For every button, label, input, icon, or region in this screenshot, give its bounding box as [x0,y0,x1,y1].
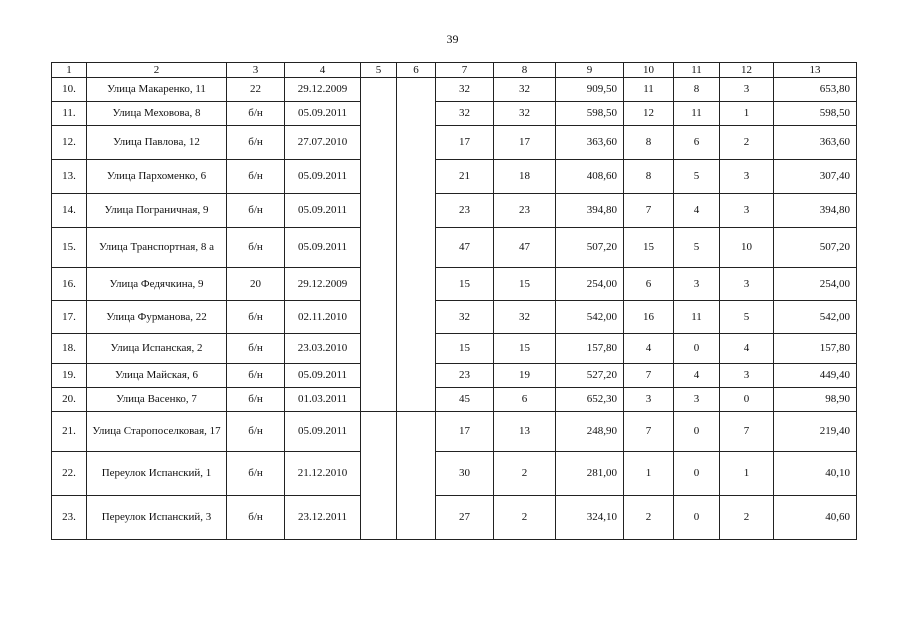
address-cell: Переулок Испанский, 3 [87,496,227,540]
col8-cell: 15 [494,334,556,364]
area-cell: 527,20 [556,364,624,388]
table-row [52,268,857,301]
address-cell: Улица Майская, 6 [87,364,227,388]
col10-cell: 1 [624,452,674,496]
row-number-cell: 11. [52,102,87,126]
date-cell: 05.09.2011 [285,364,361,388]
col7-cell: 45 [436,388,494,412]
area-cell: 394,80 [556,194,624,228]
area-cell: 281,00 [556,452,624,496]
house-number-cell: б/н [227,194,285,228]
col5-cell [361,126,397,160]
col8-cell: 2 [494,452,556,496]
col5-cell [361,102,397,126]
col11-cell: 4 [674,364,720,388]
col7-cell: 15 [436,268,494,301]
table-row [52,78,857,102]
house-number-cell: 22 [227,78,285,102]
date-cell: 23.03.2010 [285,334,361,364]
col11-cell: 8 [674,78,720,102]
col12-cell: 7 [720,412,774,452]
table-row [52,102,857,126]
col7-cell: 17 [436,412,494,452]
col5-cell [361,334,397,364]
table-row [52,301,857,334]
col5-cell [361,388,397,412]
table-row [52,364,857,388]
col8-cell: 6 [494,388,556,412]
col6-cell [397,102,436,126]
col12-cell: 3 [720,194,774,228]
date-cell: 21.12.2010 [285,452,361,496]
col8-cell: 19 [494,364,556,388]
area-cell: 652,30 [556,388,624,412]
col11-cell: 11 [674,301,720,334]
col8-cell: 32 [494,78,556,102]
address-cell: Улица Макаренко, 11 [87,78,227,102]
col12-cell: 2 [720,496,774,540]
area-cell: 408,60 [556,160,624,194]
area-cell: 157,80 [556,334,624,364]
col11-cell: 0 [674,412,720,452]
column-header: 11 [674,63,720,78]
col5-cell [361,268,397,301]
col8-cell: 18 [494,160,556,194]
col11-cell: 3 [674,268,720,301]
house-number-cell: б/н [227,160,285,194]
area-total-cell: 542,00 [774,301,857,334]
col12-cell: 5 [720,301,774,334]
area-total-cell: 157,80 [774,334,857,364]
table-row [52,160,857,194]
col5-cell [361,496,397,540]
house-number-cell: 20 [227,268,285,301]
col6-cell [397,194,436,228]
col10-cell: 2 [624,496,674,540]
area-total-cell: 98,90 [774,388,857,412]
col8-cell: 23 [494,194,556,228]
col7-cell: 47 [436,228,494,268]
col11-cell: 0 [674,496,720,540]
col7-cell: 32 [436,78,494,102]
col6-cell [397,268,436,301]
col12-cell: 1 [720,452,774,496]
col8-cell: 13 [494,412,556,452]
column-header: 6 [397,63,436,78]
col10-cell: 7 [624,412,674,452]
area-total-cell: 394,80 [774,194,857,228]
column-header: 2 [87,63,227,78]
area-total-cell: 40,60 [774,496,857,540]
col6-cell [397,78,436,102]
date-cell: 05.09.2011 [285,228,361,268]
table-row [52,194,857,228]
col7-cell: 15 [436,334,494,364]
column-header: 5 [361,63,397,78]
col7-cell: 27 [436,496,494,540]
area-cell: 542,00 [556,301,624,334]
row-number-cell: 17. [52,301,87,334]
col12-cell: 2 [720,126,774,160]
area-total-cell: 507,20 [774,228,857,268]
area-cell: 324,10 [556,496,624,540]
address-cell: Улица Пограничная, 9 [87,194,227,228]
date-cell: 05.09.2011 [285,102,361,126]
address-cell: Улица Павлова, 12 [87,126,227,160]
row-number-cell: 15. [52,228,87,268]
row-number-cell: 20. [52,388,87,412]
col11-cell: 4 [674,194,720,228]
col11-cell: 3 [674,388,720,412]
col12-cell: 3 [720,160,774,194]
row-number-cell: 16. [52,268,87,301]
col6-cell [397,301,436,334]
col8-cell: 15 [494,268,556,301]
date-cell: 23.12.2011 [285,496,361,540]
column-header: 9 [556,63,624,78]
house-number-cell: б/н [227,388,285,412]
address-cell: Улица Старопоселковая, 17 [87,412,227,452]
col5-cell [361,160,397,194]
row-number-cell: 10. [52,78,87,102]
date-cell: 01.03.2011 [285,388,361,412]
house-number-cell: б/н [227,102,285,126]
area-cell: 248,90 [556,412,624,452]
column-header: 1 [52,63,87,78]
col7-cell: 17 [436,126,494,160]
col6-cell [397,228,436,268]
area-cell: 363,60 [556,126,624,160]
col8-cell: 32 [494,301,556,334]
date-cell: 05.09.2011 [285,412,361,452]
date-cell: 29.12.2009 [285,78,361,102]
row-number-cell: 19. [52,364,87,388]
address-cell: Улица Транспортная, 8 а [87,228,227,268]
col5-cell [361,301,397,334]
row-number-cell: 21. [52,412,87,452]
col7-cell: 23 [436,194,494,228]
col12-cell: 3 [720,78,774,102]
address-cell: Переулок Испанский, 1 [87,452,227,496]
col10-cell: 8 [624,126,674,160]
col8-cell: 17 [494,126,556,160]
col5-cell [361,412,397,452]
column-header: 12 [720,63,774,78]
col6-cell [397,412,436,452]
col10-cell: 7 [624,364,674,388]
col11-cell: 11 [674,102,720,126]
housing-registry-table [51,62,857,540]
area-total-cell: 254,00 [774,268,857,301]
house-number-cell: б/н [227,228,285,268]
col5-cell [361,194,397,228]
table-row [52,452,857,496]
col10-cell: 6 [624,268,674,301]
column-header: 4 [285,63,361,78]
col10-cell: 11 [624,78,674,102]
table-row [52,496,857,540]
col8-cell: 2 [494,496,556,540]
col6-cell [397,126,436,160]
col6-cell [397,452,436,496]
row-number-cell: 12. [52,126,87,160]
col11-cell: 5 [674,160,720,194]
col6-cell [397,160,436,194]
table-row [52,412,857,452]
house-number-cell: б/н [227,364,285,388]
row-number-cell: 23. [52,496,87,540]
row-number-cell: 14. [52,194,87,228]
column-header: 3 [227,63,285,78]
col5-cell [361,452,397,496]
house-number-cell: б/н [227,126,285,160]
col7-cell: 32 [436,301,494,334]
col5-cell [361,78,397,102]
col11-cell: 6 [674,126,720,160]
area-total-cell: 363,60 [774,126,857,160]
address-cell: Улица Фурманова, 22 [87,301,227,334]
date-cell: 05.09.2011 [285,160,361,194]
area-cell: 909,50 [556,78,624,102]
col6-cell [397,496,436,540]
house-number-cell: б/н [227,301,285,334]
area-cell: 598,50 [556,102,624,126]
col10-cell: 3 [624,388,674,412]
row-number-cell: 13. [52,160,87,194]
area-total-cell: 307,40 [774,160,857,194]
col8-cell: 32 [494,102,556,126]
address-cell: Улица Меховова, 8 [87,102,227,126]
page-number: 39 [446,32,459,46]
col12-cell: 1 [720,102,774,126]
col7-cell: 30 [436,452,494,496]
col10-cell: 8 [624,160,674,194]
house-number-cell: б/н [227,496,285,540]
area-total-cell: 653,80 [774,78,857,102]
column-header: 8 [494,63,556,78]
house-number-cell: б/н [227,412,285,452]
area-cell: 507,20 [556,228,624,268]
col12-cell: 3 [720,268,774,301]
row-number-cell: 18. [52,334,87,364]
area-total-cell: 449,40 [774,364,857,388]
area-total-cell: 219,40 [774,412,857,452]
col11-cell: 0 [674,334,720,364]
col10-cell: 4 [624,334,674,364]
column-number-row [52,63,857,78]
table-row [52,126,857,160]
col10-cell: 7 [624,194,674,228]
col12-cell: 0 [720,388,774,412]
table-row [52,228,857,268]
house-number-cell: б/н [227,334,285,364]
col10-cell: 12 [624,102,674,126]
date-cell: 05.09.2011 [285,194,361,228]
area-total-cell: 40,10 [774,452,857,496]
col7-cell: 32 [436,102,494,126]
column-header: 13 [774,63,857,78]
area-cell: 254,00 [556,268,624,301]
col6-cell [397,364,436,388]
col10-cell: 16 [624,301,674,334]
col5-cell [361,364,397,388]
date-cell: 02.11.2010 [285,301,361,334]
col7-cell: 21 [436,160,494,194]
col12-cell: 10 [720,228,774,268]
column-header: 7 [436,63,494,78]
table-row [52,388,857,412]
col6-cell [397,388,436,412]
col12-cell: 3 [720,364,774,388]
area-total-cell: 598,50 [774,102,857,126]
date-cell: 27.07.2010 [285,126,361,160]
address-cell: Улица Пархоменко, 6 [87,160,227,194]
col6-cell [397,334,436,364]
col11-cell: 0 [674,452,720,496]
col11-cell: 5 [674,228,720,268]
col7-cell: 23 [436,364,494,388]
row-number-cell: 22. [52,452,87,496]
col8-cell: 47 [494,228,556,268]
address-cell: Улица Васенко, 7 [87,388,227,412]
col10-cell: 15 [624,228,674,268]
table-row [52,334,857,364]
address-cell: Улица Испанская, 2 [87,334,227,364]
date-cell: 29.12.2009 [285,268,361,301]
house-number-cell: б/н [227,452,285,496]
address-cell: Улица Федячкина, 9 [87,268,227,301]
col5-cell [361,228,397,268]
col12-cell: 4 [720,334,774,364]
column-header: 10 [624,63,674,78]
